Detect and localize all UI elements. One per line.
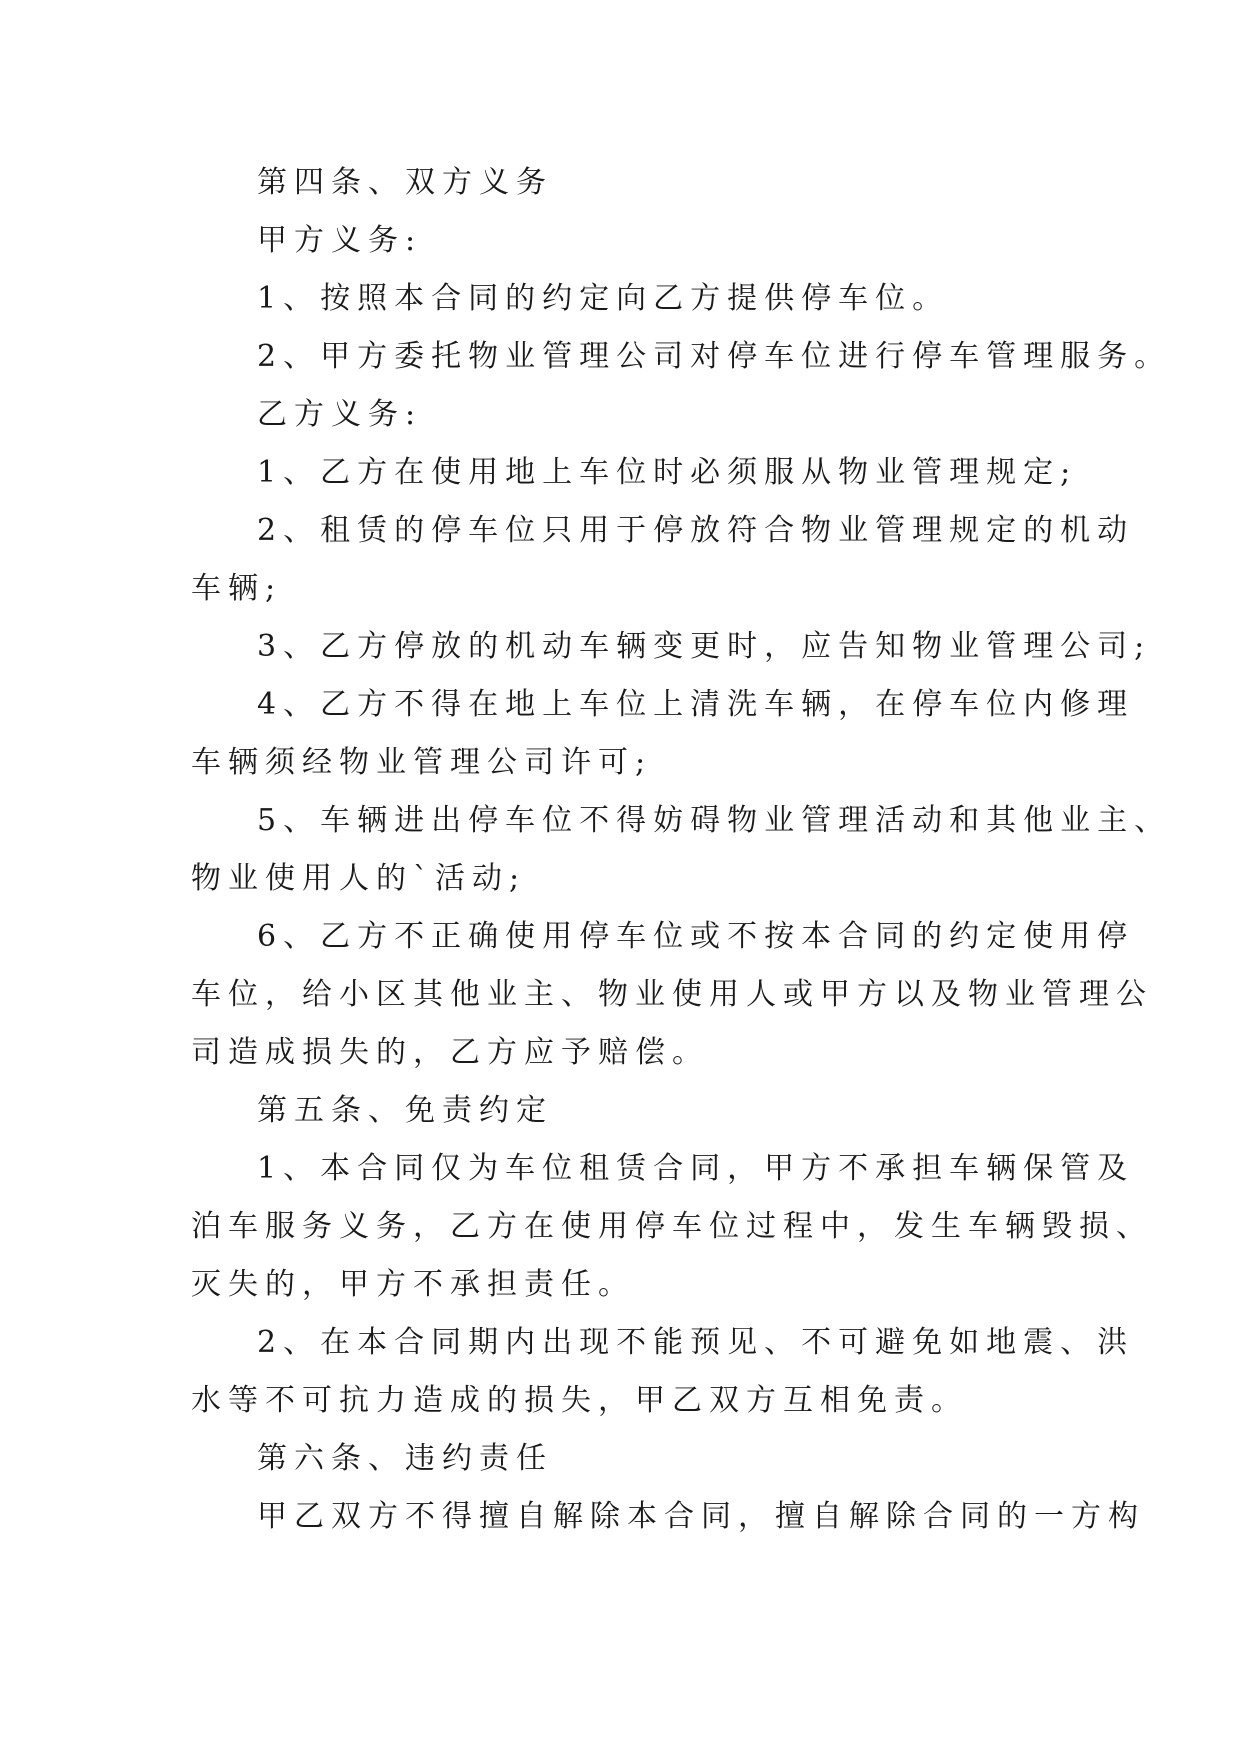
paragraph-line: 2、租赁的停车位只用于停放符合物业管理规定的机动 — [257, 513, 1135, 548]
section-heading-4: 第四条、双方义务 — [257, 165, 553, 200]
paragraph-line: 甲乙双方不得擅自解除本合同，擅自解除合同的一方构 — [257, 1499, 1145, 1534]
section-heading-5: 第五条、免责约定 — [257, 1093, 553, 1128]
paragraph-line: 2、在本合同期内出现不能预见、不可避免如地震、洪 — [257, 1325, 1135, 1360]
paragraph-line: 1、乙方在使用地上车位时必须服从物业管理规定; — [257, 455, 1078, 490]
party-b-obligations-heading: 乙方义务: — [257, 397, 423, 432]
paragraph-line: 车位，给小区其他业主、物业使用人或甲方以及物业管理公 — [191, 977, 1153, 1012]
document-body — [191, 154, 1172, 1546]
paragraph-line: 水等不可抗力造成的损失，甲乙双方互相免责。 — [191, 1383, 968, 1418]
paragraph-line: 车辆须经物业管理公司许可; — [191, 745, 653, 780]
paragraph-line: 4、乙方不得在地上车位上清洗车辆，在停车位内修理 — [257, 687, 1135, 722]
paragraph-line: 2、甲方委托物业管理公司对停车位进行停车管理服务。 — [257, 339, 1172, 374]
paragraph-line: 灭失的，甲方不承担责任。 — [191, 1267, 635, 1302]
paragraph-line: 1、按照本合同的约定向乙方提供停车位。 — [257, 281, 950, 316]
paragraph-line: 车辆; — [191, 571, 283, 606]
paragraph-line: 3、乙方停放的机动车辆变更时，应告知物业管理公司; — [257, 629, 1152, 664]
party-a-obligations-heading: 甲方义务: — [257, 223, 423, 258]
paragraph-line: 5、车辆进出停车位不得妨碍物业管理活动和其他业主、 — [257, 803, 1172, 838]
paragraph-line: 泊车服务义务，乙方在使用停车位过程中，发生车辆毁损、 — [191, 1209, 1153, 1244]
paragraph-line: 物业使用人的`活动; — [191, 861, 527, 896]
section-heading-6: 第六条、违约责任 — [257, 1441, 553, 1476]
paragraph-line: 司造成损失的，乙方应予赔偿。 — [191, 1035, 709, 1070]
paragraph-line: 1、本合同仅为车位租赁合同，甲方不承担车辆保管及 — [257, 1151, 1135, 1186]
paragraph-line: 6、乙方不正确使用停车位或不按本合同的约定使用停 — [257, 919, 1135, 954]
